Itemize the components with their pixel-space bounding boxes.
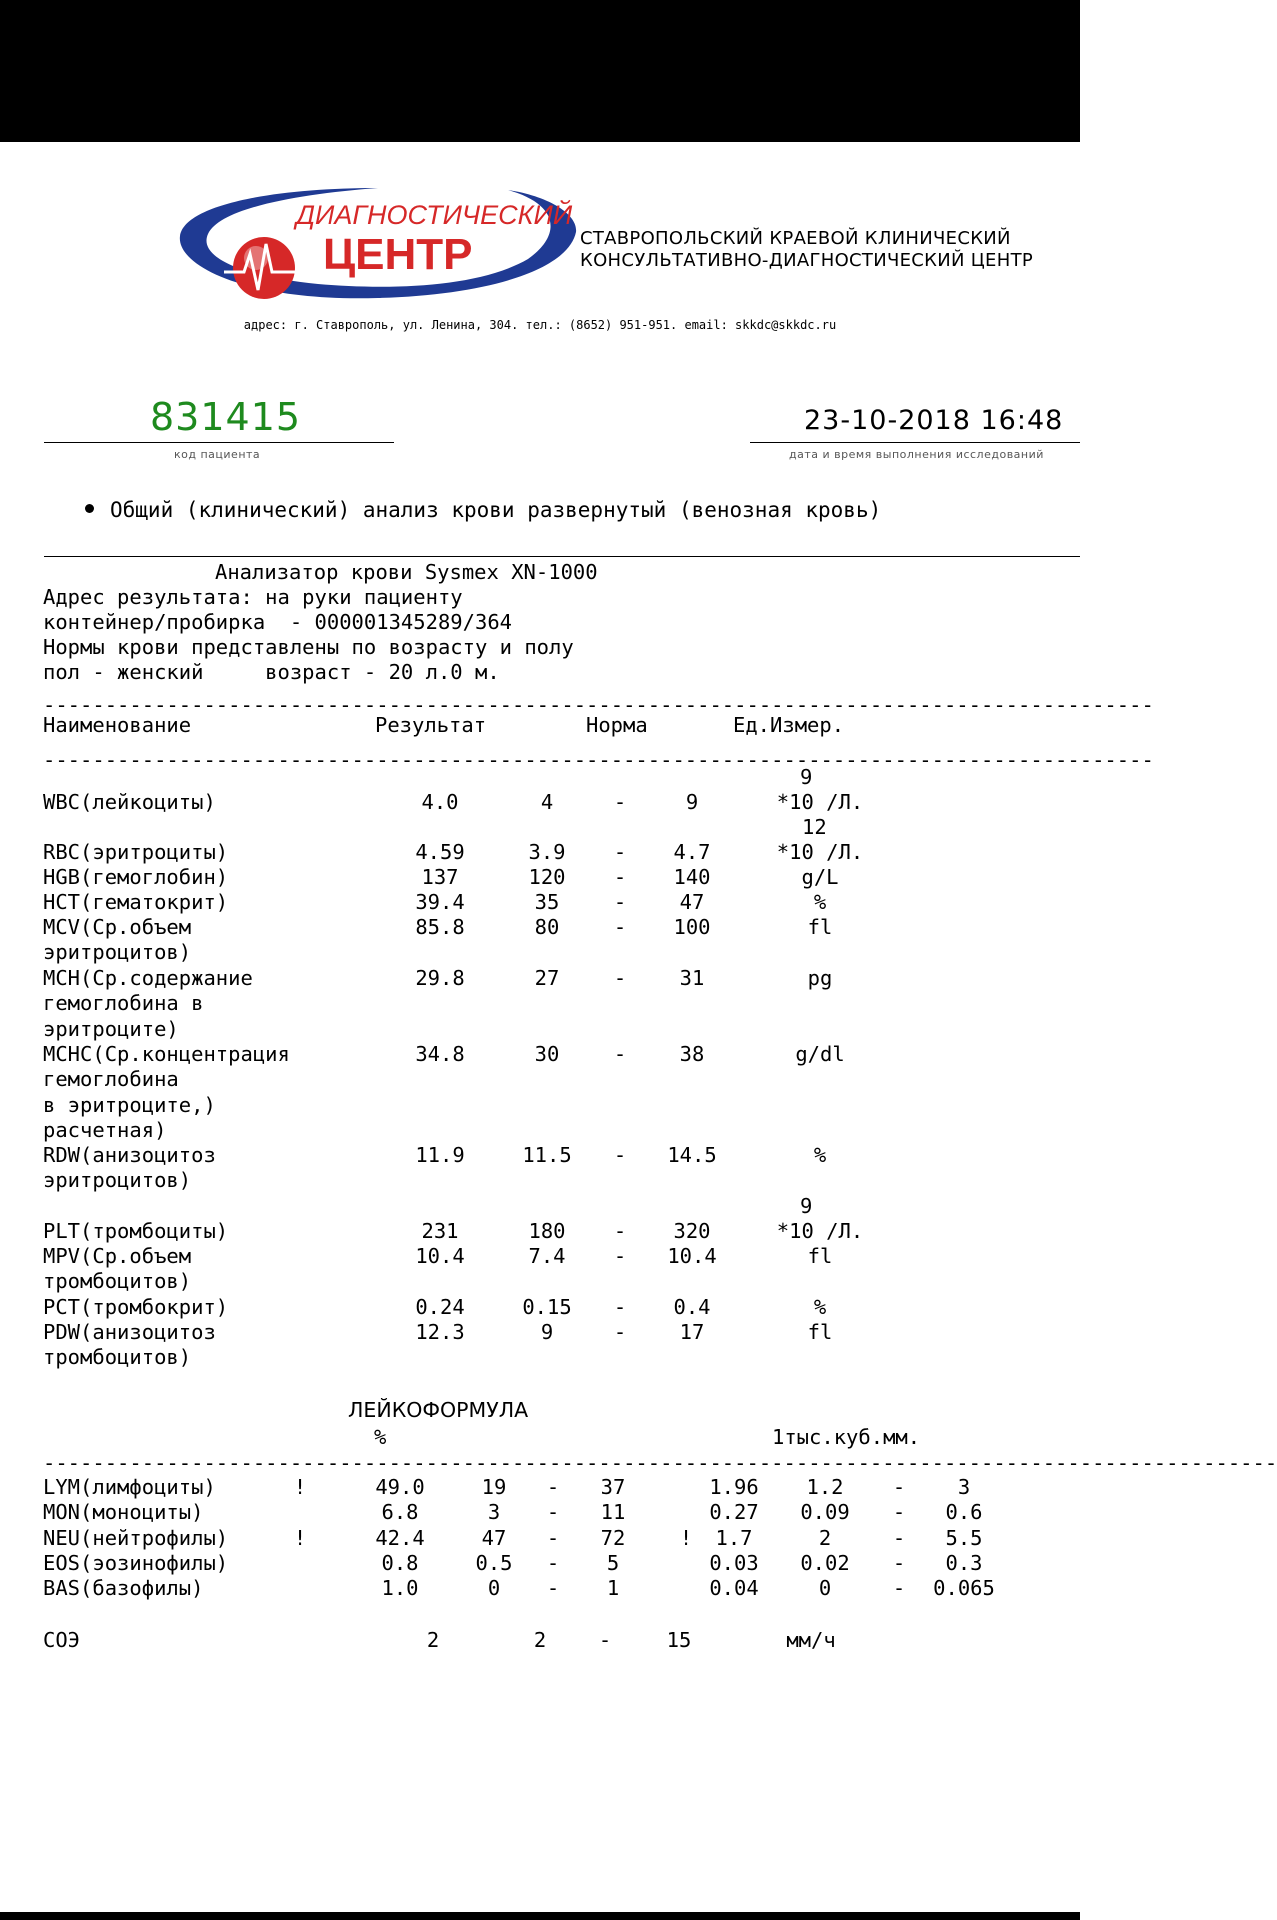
- row-norm-sep: -: [613, 966, 627, 990]
- diagnostic-center-logo: [178, 184, 578, 309]
- row-name-line: тромбоцитов): [43, 1345, 192, 1370]
- col-header-result: Результат: [375, 713, 487, 737]
- row-result: 231: [421, 1219, 459, 1243]
- leuko-row-pct: 42.4: [375, 1526, 425, 1550]
- container-id: контейнер/пробирка - 000001345289/364: [43, 610, 512, 634]
- analysis-title: [85, 498, 881, 522]
- leuko-row-pct: 49.0: [375, 1475, 425, 1499]
- norms-note: Нормы крови представлены по возрасту и полу: [43, 635, 574, 659]
- row-name-line: MCHC(Ср.концентрация: [43, 1042, 290, 1066]
- row-unit-exponent: 9: [800, 1194, 813, 1218]
- leuko-row-pct-high: 5: [606, 1551, 620, 1575]
- leuko-row-abs-sep: -: [892, 1551, 906, 1575]
- leuko-row-pct-low: 47: [481, 1526, 507, 1550]
- leuko-row-abs-high: 5.5: [945, 1526, 983, 1550]
- leuko-row-name: MON(моноциты): [43, 1500, 204, 1524]
- esr-norm-high: 15: [666, 1628, 692, 1652]
- col-header-norm: Норма: [586, 713, 648, 737]
- row-unit: %: [813, 1295, 827, 1319]
- leuko-row-pct-sep: -: [546, 1500, 560, 1524]
- leuko-row-abs: 0.03: [709, 1551, 759, 1575]
- analysis-title-text: Общий (клинический) анализ крови развернутый (венозная кровь): [110, 498, 882, 522]
- esr-result: 2: [426, 1628, 440, 1652]
- row-name-line: MPV(Ср.объем: [43, 1244, 192, 1268]
- row-norm-sep: -: [613, 790, 627, 814]
- row-norm-sep: -: [613, 1143, 627, 1167]
- leuko-row-abs-low: 1.2: [806, 1475, 844, 1499]
- leuko-row-pct-high: 11: [600, 1500, 626, 1524]
- leuko-row-abs-sep: -: [892, 1500, 906, 1524]
- leuko-row-abs-low: 0.09: [800, 1500, 850, 1524]
- organization-name: [580, 228, 1033, 272]
- row-name-line: эритроцитов): [43, 940, 192, 965]
- row-unit: g/L: [801, 865, 839, 889]
- row-norm-low: 35: [534, 890, 560, 914]
- leuko-row-abs: 0.04: [709, 1576, 759, 1600]
- row-norm-high: 31: [679, 966, 705, 990]
- row-unit: %: [813, 890, 827, 914]
- patient-code-underline: [44, 442, 394, 443]
- exam-datetime: 23-10-2018 16:48: [804, 405, 1064, 436]
- row-norm-sep: -: [613, 1219, 627, 1243]
- leuko-row-abs-low: 2: [818, 1526, 832, 1550]
- esr-unit: мм/ч: [786, 1628, 836, 1652]
- leuko-row-abs-high: 0.6: [945, 1500, 983, 1524]
- dash-rule-header: ------------------------------------------------------------------------------------------: [43, 748, 1154, 772]
- row-result: 29.8: [415, 966, 465, 990]
- esr-name: СОЭ: [43, 1628, 81, 1652]
- leuko-row-pct: 1.0: [381, 1576, 419, 1600]
- col-header-name: Наименование: [43, 713, 192, 737]
- leuko-row-name: EOS(эозинофилы): [43, 1551, 229, 1575]
- row-norm-high: 17: [679, 1320, 705, 1344]
- row-name-line: RBC(эритроциты): [43, 840, 229, 864]
- leuko-row-abs: 0.27: [709, 1500, 759, 1524]
- dash-rule-top: ------------------------------------------------------------------------------------------: [43, 693, 1154, 717]
- exam-datetime-underline: [750, 442, 1080, 443]
- row-norm-sep: -: [613, 865, 627, 889]
- exam-datetime-caption: дата и время выполнения исследований: [789, 448, 1044, 461]
- leuko-row-abs-sep: -: [892, 1475, 906, 1499]
- row-norm-high: 4.7: [673, 840, 711, 864]
- leuko-row-name: BAS(базофилы): [43, 1576, 204, 1600]
- logo-heart-sphere: [233, 237, 295, 299]
- leuko-row-pct-sep: -: [546, 1475, 560, 1499]
- row-name-line: гемоглобина в: [43, 991, 204, 1016]
- row-unit-exponent: 12: [802, 815, 827, 839]
- leuko-title: ЛЕЙКОФОРМУЛА: [348, 1398, 529, 1422]
- col-header-unit: Ед.Измер.: [733, 713, 845, 737]
- row-norm-high: 320: [673, 1219, 711, 1243]
- row-result: 10.4: [415, 1244, 465, 1268]
- row-result: 4.59: [415, 840, 465, 864]
- dash-rule-leuko: ----------------------------------------------------------------------------------------------------: [43, 1451, 1277, 1475]
- row-name-line: PCT(тромбокрит): [43, 1295, 229, 1319]
- row-unit: %: [813, 1143, 827, 1167]
- row-norm-high: 14.5: [667, 1143, 717, 1167]
- leuko-row-pct-sep: -: [546, 1526, 560, 1550]
- row-result: 137: [421, 865, 459, 889]
- leuko-row-abs-low: 0.02: [800, 1551, 850, 1575]
- leuko-row-abs-flag: !: [679, 1526, 693, 1550]
- top-black-bar: [0, 0, 1080, 142]
- row-name-line: в эритроците,): [43, 1092, 216, 1117]
- row-name-line: PLT(тромбоциты): [43, 1219, 229, 1243]
- row-name-line: MCH(Ср.содержание: [43, 966, 253, 990]
- row-name-line: HCT(гематокрит): [43, 890, 229, 914]
- leuko-row-abs: 1.7: [715, 1526, 753, 1550]
- row-result: 34.8: [415, 1042, 465, 1066]
- row-result: 85.8: [415, 915, 465, 939]
- result-address: Адрес результата: на руки пациенту: [43, 585, 463, 609]
- row-unit-exponent: 9: [800, 765, 813, 789]
- leuko-row-pct-high: 37: [600, 1475, 626, 1499]
- esr-norm-low: 2: [533, 1628, 547, 1652]
- row-unit: *10 /Л.: [776, 840, 864, 864]
- address-line: адрес: г. Ставрополь, ул. Ленина, 304. тел.: (8652) 951-951. email: skkdc@skkdc.ru: [243, 318, 837, 332]
- leuko-abs-header: 1тыс.куб.мм.: [772, 1425, 921, 1449]
- patient-code: 831415: [150, 395, 302, 439]
- leuko-row-abs: 1.96: [709, 1475, 759, 1499]
- row-name-line: расчетная): [43, 1117, 167, 1142]
- row-result: 4.0: [421, 790, 459, 814]
- esr-norm-sep: -: [598, 1628, 612, 1652]
- row-norm-low: 180: [528, 1219, 566, 1243]
- row-norm-high: 100: [673, 915, 711, 939]
- row-norm-sep: -: [613, 840, 627, 864]
- analyzer-name: Анализатор крови Sysmex XN-1000: [215, 560, 598, 584]
- leuko-row-pct: 0.8: [381, 1551, 419, 1575]
- row-norm-low: 3.9: [528, 840, 566, 864]
- row-norm-low: 9: [540, 1320, 554, 1344]
- row-norm-high: 38: [679, 1042, 705, 1066]
- leuko-row-abs-high: 3: [957, 1475, 971, 1499]
- leuko-row-pct-low: 0: [487, 1576, 501, 1600]
- org-line-2: КОНСУЛЬТАТИВНО-ДИАГНОСТИЧЕСКИЙ ЦЕНТР: [580, 250, 1034, 271]
- row-name-line: тромбоцитов): [43, 1269, 192, 1294]
- row-result: 12.3: [415, 1320, 465, 1344]
- row-name-line: эритроците): [43, 1016, 179, 1041]
- leuko-row-abs-low: 0: [818, 1576, 832, 1600]
- row-name-line: эритроцитов): [43, 1168, 192, 1193]
- row-name-line: HGB(гемоглобин): [43, 865, 229, 889]
- row-unit: *10 /Л.: [776, 790, 864, 814]
- patient-code-caption: код пациента: [174, 448, 261, 461]
- row-result: 11.9: [415, 1143, 465, 1167]
- row-norm-sep: -: [613, 1320, 627, 1344]
- row-unit: fl: [807, 915, 833, 939]
- row-norm-sep: -: [613, 915, 627, 939]
- row-norm-high: 0.4: [673, 1295, 711, 1319]
- bullet-icon: [85, 504, 94, 513]
- row-norm-low: 7.4: [528, 1244, 566, 1268]
- org-line-1: СТАВРОПОЛЬСКИЙ КРАЕВОЙ КЛИНИЧЕСКИЙ: [580, 228, 1011, 249]
- leuko-row-name: NEU(нейтрофилы): [43, 1526, 229, 1550]
- leuko-row-pct: 6.8: [381, 1500, 419, 1524]
- row-norm-high: 9: [685, 790, 699, 814]
- row-name-line: WBC(лейкоциты): [43, 790, 216, 814]
- row-norm-low: 27: [534, 966, 560, 990]
- row-unit: fl: [807, 1320, 833, 1344]
- leuko-row-pct-sep: -: [546, 1576, 560, 1600]
- leuko-row-pct-high: 1: [606, 1576, 620, 1600]
- row-name-line: PDW(анизоцитоз: [43, 1320, 216, 1344]
- leuko-row-pct-low: 0.5: [475, 1551, 513, 1575]
- logo-text-line2: ЦЕНТР: [323, 230, 473, 279]
- leuko-row-abs-high: 0.3: [945, 1551, 983, 1575]
- logo-text-line1: ДИАГНОСТИЧЕСКИЙ: [296, 200, 573, 230]
- row-unit: g/dl: [795, 1042, 845, 1066]
- leuko-row-abs-high: 0.065: [933, 1576, 995, 1600]
- row-result: 0.24: [415, 1295, 465, 1319]
- leuko-row-pct-sep: -: [546, 1551, 560, 1575]
- row-result: 39.4: [415, 890, 465, 914]
- leuko-row-pct-high: 72: [600, 1526, 626, 1550]
- row-unit: *10 /Л.: [776, 1219, 864, 1243]
- leuko-row-name: LYM(лимфоциты): [43, 1475, 216, 1499]
- row-norm-sep: -: [613, 1042, 627, 1066]
- row-name-line: RDW(анизоцитоз: [43, 1143, 216, 1167]
- row-norm-high: 10.4: [667, 1244, 717, 1268]
- leuko-row-pct-low: 19: [481, 1475, 507, 1499]
- leuko-row-abs-sep: -: [892, 1526, 906, 1550]
- row-norm-high: 47: [679, 890, 705, 914]
- row-name-line: гемоглобина: [43, 1067, 179, 1092]
- section-divider: [44, 556, 1080, 557]
- sex-age: пол - женский возраст - 20 л.0 м.: [43, 660, 500, 684]
- row-norm-high: 140: [673, 865, 711, 889]
- leuko-row-flag: !: [293, 1526, 307, 1550]
- row-unit: pg: [807, 966, 833, 990]
- row-norm-low: 11.5: [522, 1143, 572, 1167]
- row-unit: fl: [807, 1244, 833, 1268]
- row-norm-low: 80: [534, 915, 560, 939]
- row-name-line: MCV(Ср.объем: [43, 915, 192, 939]
- leuko-row-pct-low: 3: [487, 1500, 501, 1524]
- row-norm-low: 0.15: [522, 1295, 572, 1319]
- row-norm-sep: -: [613, 1244, 627, 1268]
- row-norm-low: 30: [534, 1042, 560, 1066]
- row-norm-low: 4: [540, 790, 554, 814]
- row-norm-sep: -: [613, 890, 627, 914]
- bottom-black-bar: [0, 1912, 1080, 1920]
- row-norm-sep: -: [613, 1295, 627, 1319]
- row-norm-low: 120: [528, 865, 566, 889]
- leuko-row-abs-sep: -: [892, 1576, 906, 1600]
- leuko-row-flag: !: [293, 1475, 307, 1499]
- leuko-pct-header: %: [374, 1425, 387, 1449]
